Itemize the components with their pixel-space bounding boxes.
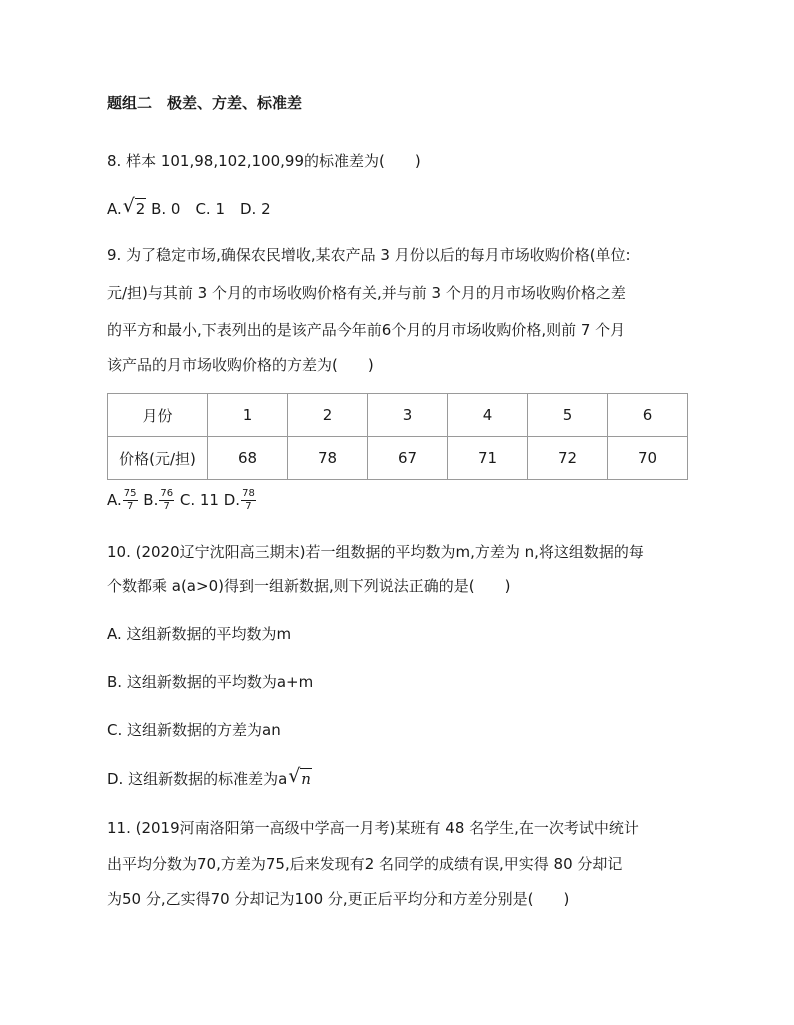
question-10-option-a: A. 这组新数据的平均数为m bbox=[107, 625, 292, 643]
table-cell-price: 68 bbox=[208, 437, 288, 480]
table-cell-price: 70 bbox=[608, 437, 688, 480]
option-d bbox=[224, 487, 257, 513]
table-cell-month: 4 bbox=[448, 394, 528, 437]
option-a-label: A. bbox=[107, 200, 122, 218]
table-cell-month: 6 bbox=[608, 394, 688, 437]
option-b-label: B. bbox=[143, 491, 159, 509]
table-cell-month: 3 bbox=[368, 394, 448, 437]
fraction bbox=[123, 489, 138, 512]
question-9-line-4: 该产品的月市场收购价格的方差为( ) bbox=[107, 356, 374, 374]
denominator: 7 bbox=[126, 501, 134, 512]
numerator: 78 bbox=[242, 488, 255, 499]
question-11-line-1: 11. (2019河南洛阳第一高级中学高一月考)某班有 48 名学生,在一次考试中统计 bbox=[107, 819, 639, 837]
table-cell-month: 5 bbox=[528, 394, 608, 437]
question-9-options bbox=[107, 487, 257, 513]
options-bcd: B. 0 C. 1 D. 2 bbox=[146, 200, 271, 218]
radical-sign: √ bbox=[122, 195, 135, 217]
price-table bbox=[107, 393, 688, 480]
table-header-price: 价格(元/担) bbox=[108, 437, 208, 480]
question-9-line-3: 的平方和最小,下表列出的是该产品今年前6个月的月市场收购价格,则前 7 个月 bbox=[107, 321, 626, 339]
question-10-option-b: B. 这组新数据的平均数为a+m bbox=[107, 673, 314, 691]
sqrt-expression bbox=[288, 765, 312, 789]
question-8-options bbox=[107, 195, 271, 219]
radicand: 2 bbox=[135, 200, 146, 218]
option-a-label: A. bbox=[107, 491, 122, 509]
option-a bbox=[107, 487, 139, 513]
radicand: n bbox=[301, 770, 311, 788]
table-cell-price: 67 bbox=[368, 437, 448, 480]
section-heading: 题组二 极差、方差、标准差 bbox=[107, 94, 303, 112]
sqrt-expression bbox=[122, 195, 147, 219]
question-9-line-2: 元/担)与其前 3 个月的市场收购价格有关,并与前 3 个月的月市场收购价格之差 bbox=[107, 284, 626, 302]
question-10-line-2: 个数都乘 a(a>0)得到一组新数据,则下列说法正确的是( ) bbox=[107, 577, 511, 595]
fraction bbox=[159, 489, 174, 512]
table-cell-month: 2 bbox=[288, 394, 368, 437]
table-cell-price: 78 bbox=[288, 437, 368, 480]
numerator: 75 bbox=[123, 488, 137, 499]
question-11-line-3: 为50 分,乙实得70 分却记为100 分,更正后平均分和方差分别是( ) bbox=[107, 890, 570, 908]
table-row-prices bbox=[108, 437, 688, 480]
table-cell-price: 71 bbox=[448, 437, 528, 480]
radical-sign: √ bbox=[288, 765, 301, 787]
option-c: C. 11 bbox=[179, 491, 219, 509]
question-10-line-1: 10. (2020辽宁沈阳高三期末)若一组数据的平均数为m,方差为 n,将这组数据的每 bbox=[107, 543, 644, 561]
table-cell-price: 72 bbox=[528, 437, 608, 480]
question-9-line-1: 9. 为了稳定市场,确保农民增收,某农产品 3 月份以后的每月市场收购价格(单位: bbox=[107, 246, 631, 264]
option-d-label: D. bbox=[223, 491, 241, 509]
option-d-text: D. 这组新数据的标准差为a bbox=[107, 770, 288, 788]
question-10-option-d bbox=[107, 765, 312, 789]
question-8-stem: 8. 样本 101,98,102,100,99的标准差为( ) bbox=[107, 152, 421, 170]
table-row-months bbox=[108, 394, 688, 437]
numerator: 76 bbox=[160, 488, 174, 499]
denominator: 7 bbox=[245, 501, 252, 512]
table-header-month: 月份 bbox=[108, 394, 208, 437]
denominator: 7 bbox=[163, 501, 170, 512]
table-cell-month: 1 bbox=[208, 394, 288, 437]
question-10-option-c: C. 这组新数据的方差为an bbox=[107, 721, 281, 739]
fraction bbox=[241, 489, 256, 512]
question-11-line-2: 出平均分数为70,方差为75,后来发现有2 名同学的成绩有误,甲实得 80 分却记 bbox=[107, 855, 623, 873]
option-b bbox=[143, 487, 175, 513]
